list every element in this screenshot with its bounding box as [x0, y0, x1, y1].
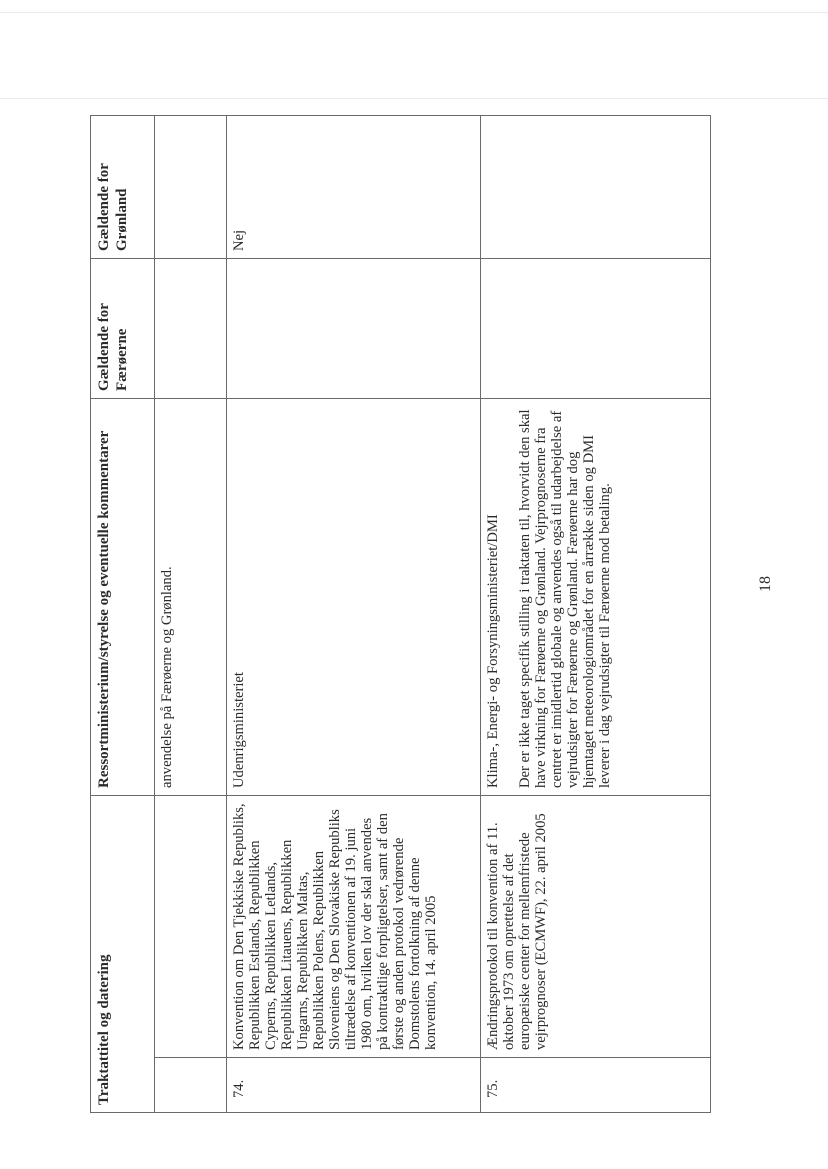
row-title: Konvention om Den Tjekkiske Republiks, Republikken Estlands, Republikken Cyperns, Republikken Letlands, Republikken Litauens, Republikken Ungarns, Republikken Maltas, Republikken Polens, Republikken Sloveniens og Den Slovakiske Republiks tiltrædelse af konventionen af 19. juni 1980 om, hvilken lov der skal anvendes på kontraktlige forpligtelser, samt af den første og anden protokol vedrørende Domstolens fortolkning af denne konvention, 14. april 2005 — [227, 796, 481, 1058]
header-faroe: Gældende for Færøerne — [91, 259, 155, 399]
row-ministry — [227, 399, 481, 796]
page-number: 18 — [757, 576, 774, 592]
row-number: 75. — [481, 1058, 711, 1113]
row-number: 74. — [227, 1058, 481, 1113]
header-ministry: Ressortministerium/styrelse og eventuelle kommentarer — [91, 399, 155, 796]
row-ministry — [155, 399, 227, 796]
table-header-row — [91, 116, 155, 1113]
row-faroe — [481, 259, 711, 399]
paragraph-gap — [501, 406, 517, 788]
row-ministry-name: Udenrigsministeriet — [231, 672, 247, 788]
table-row — [227, 116, 481, 1113]
row-greenland — [155, 116, 227, 259]
treaty-table — [90, 115, 711, 1113]
table-row — [481, 116, 711, 1113]
header-title: Traktattitel og datering — [91, 796, 155, 1113]
row-ministry-comment: Der er ikke taget specifik stilling i traktaten til, hvorvidt den skal have virkning for Færøerne og Grønland. Vejrprognoserne fra centret er imidlertid globale og anvendes også til udarbejdelse af vejrudsigter for Færøerne og Grønland. Færøerne har dog hjemtaget meteorologiområdet for en årrække siden og DMI leverer i dag vejrudsigter til Færøerne mod betaling. — [517, 409, 613, 788]
scan-artifact-line — [0, 12, 828, 13]
scan-artifact-line — [0, 98, 828, 99]
row-number — [155, 1058, 227, 1113]
row-greenland: Nej — [227, 116, 481, 259]
row-ministry-name: Klima-, Energi- og Forsyningsministeriet/DMI — [485, 514, 501, 788]
row-ministry-name: anvendelse på Færøerne og Grønland. — [159, 566, 175, 788]
row-faroe — [227, 259, 481, 399]
row-title: Ændringsprotokol til konvention af 11. oktober 1973 om oprettelse af det europæiske center for mellemfristede vejrprognoser (ECMWF), 22. april 2005 — [481, 796, 711, 1058]
treaty-table-rotated — [90, 116, 711, 1113]
row-faroe — [155, 259, 227, 399]
table-row — [155, 116, 227, 1113]
row-ministry — [481, 399, 711, 796]
row-title — [155, 796, 227, 1058]
header-greenland: Gældende for Grønland — [91, 116, 155, 259]
row-greenland — [481, 116, 711, 259]
